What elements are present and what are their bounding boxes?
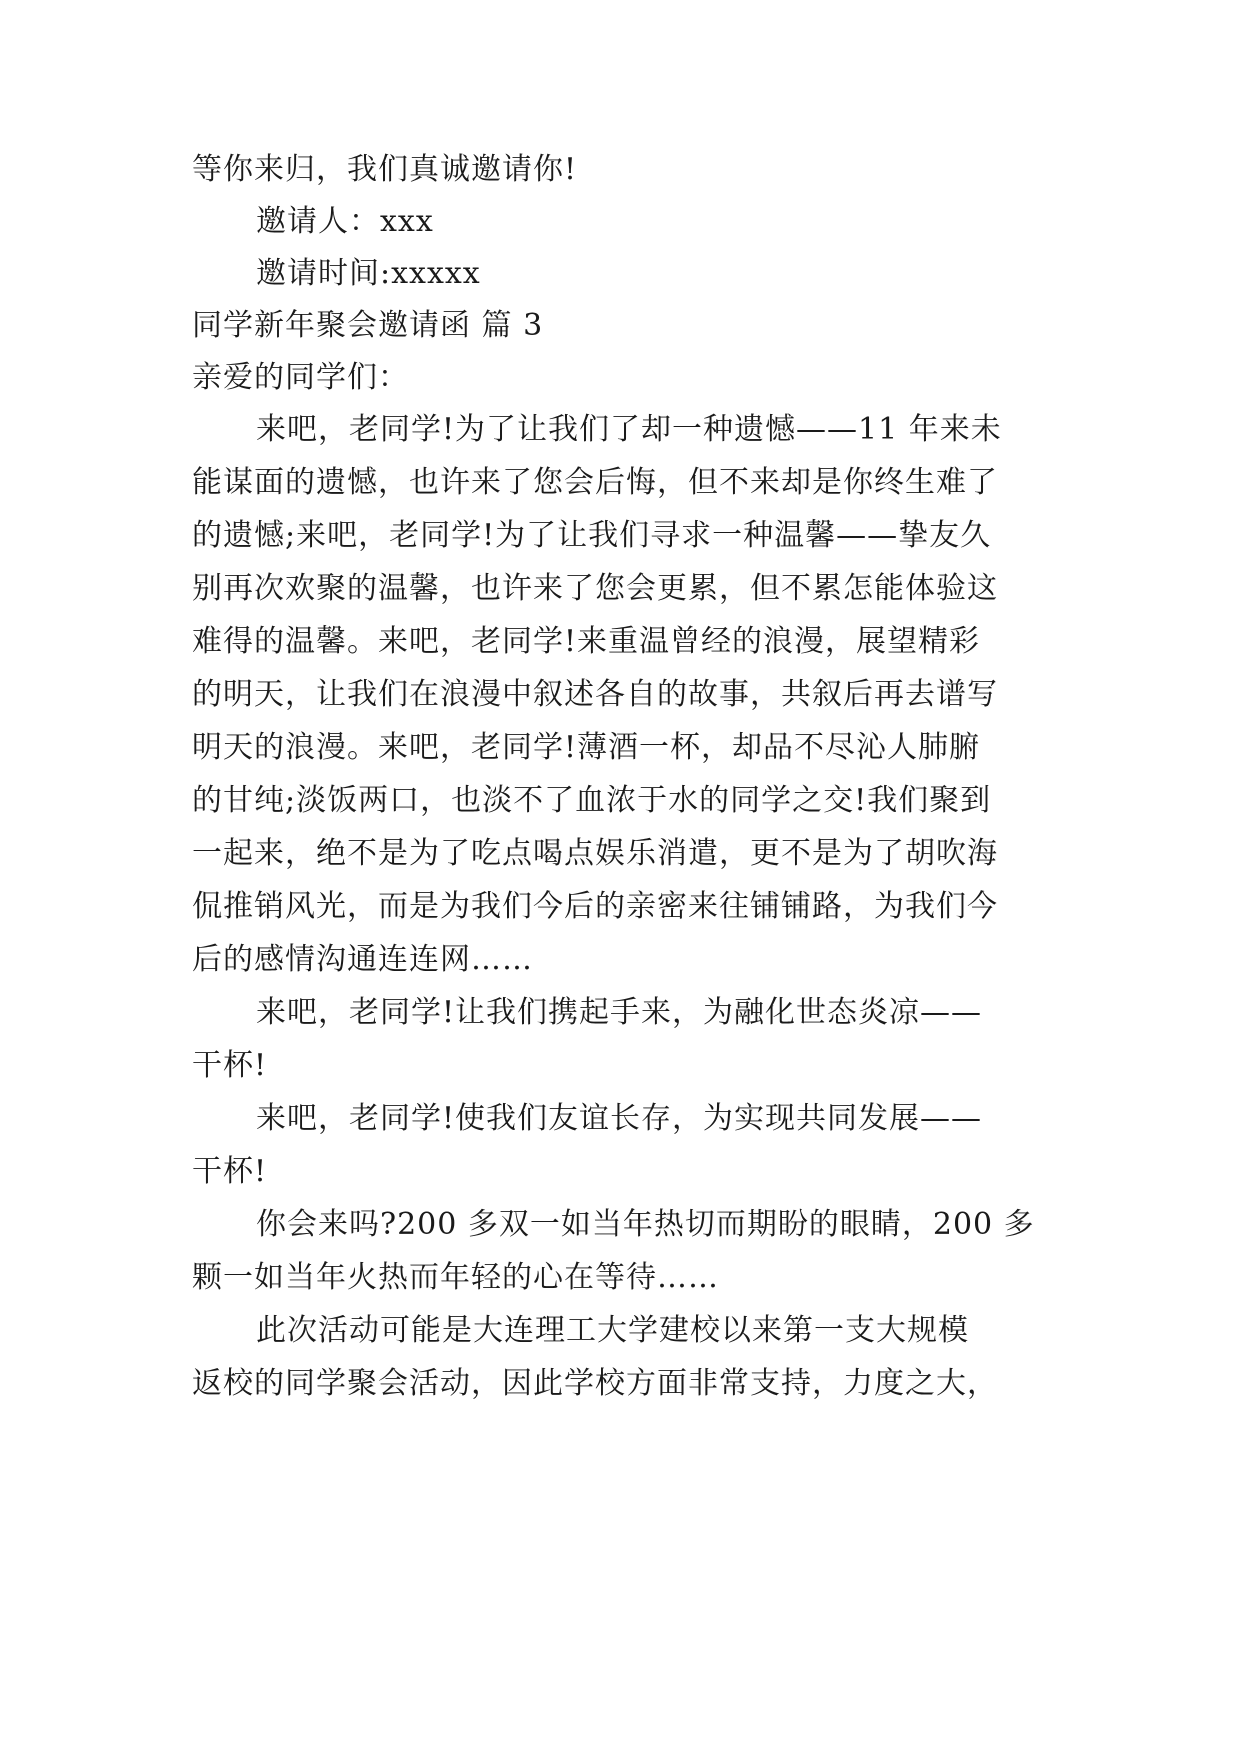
text-line: 颗一如当年火热而年轻的心在等待…… [192,1260,719,1295]
text-line: 等你来归，我们真诚邀请你! [192,152,578,187]
text-line: 你会来吗?200 多双一如当年热切而期盼的眼睛，200 多 [256,1207,1035,1242]
text-line: 来吧，老同学!让我们携起手来，为融化世态炎凉—— [256,995,983,1030]
text-line: 一起来，绝不是为了吃点喝点娱乐消遣，更不是为了胡吹海 [192,836,998,871]
invite-time-line: 邀请时间:xxxxx [256,256,481,291]
text-line: 的明天，让我们在浪漫中叙述各自的故事，共叙后再去谱写 [192,677,998,712]
text-line: 干杯! [192,1154,268,1189]
text-line: 返校的同学聚会活动，因此学校方面非常支持，力度之大， [192,1366,998,1401]
text-line: 后的感情沟通连连网…… [192,942,533,977]
text-line: 来吧，老同学!使我们友谊长存，为实现共同发展—— [256,1101,983,1136]
text-line: 别再次欢聚的温馨，也许来了您会更累，但不累怎能体验这 [192,571,998,606]
section-title: 同学新年聚会邀请函 篇 3 [192,308,544,343]
text-line: 的甘纯;淡饭两口，也淡不了血浓于水的同学之交!我们聚到 [192,783,992,818]
text-line: 难得的温馨。来吧，老同学!来重温曾经的浪漫，展望精彩 [192,624,981,659]
text-line: 的遗憾;来吧，老同学!为了让我们寻求一种温馨——挚友久 [192,518,992,553]
salutation: 亲爱的同学们： [192,360,409,395]
inviter-line: 邀请人：xxx [256,204,434,239]
text-line: 干杯! [192,1048,268,1083]
text-line: 来吧，老同学!为了让我们了却一种遗憾——11 年来未 [256,412,1002,447]
text-line: 能谋面的遗憾，也许来了您会后悔，但不来却是你终生难了 [192,465,998,500]
text-line: 此次活动可能是大连理工大学建校以来第一支大规模 [256,1313,969,1348]
text-line: 明天的浪漫。来吧，老同学!薄酒一杯，却品不尽沁人肺腑 [192,730,981,765]
text-line: 侃推销风光，而是为我们今后的亲密来往铺铺路，为我们今 [192,889,998,924]
